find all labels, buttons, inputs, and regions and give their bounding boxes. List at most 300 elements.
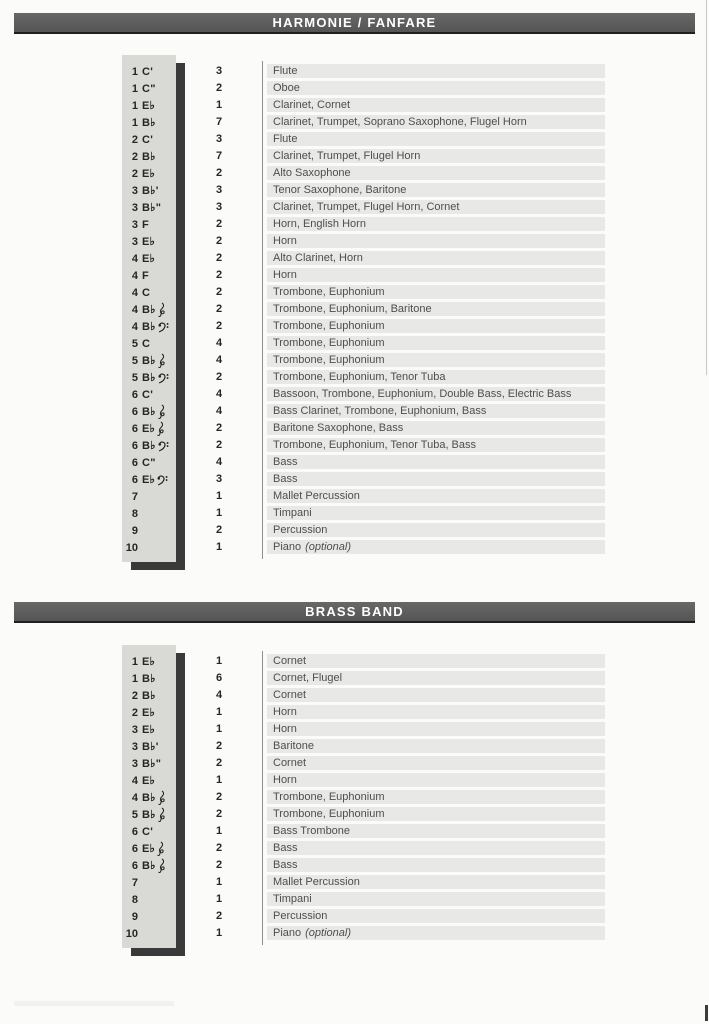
- part-number: 4: [131, 286, 138, 299]
- bass-clef-icon: [158, 371, 169, 384]
- part-count: 3: [215, 184, 223, 196]
- part-id-cell: [122, 97, 174, 114]
- part-number: 3: [131, 740, 138, 753]
- table-row: [0, 925, 709, 942]
- table-row: [0, 301, 709, 318]
- instrument-stripe: [267, 132, 605, 146]
- part-count: 1: [215, 490, 223, 502]
- instrument-names: Trombone, Euphonium, Tenor Tuba: [273, 371, 446, 383]
- instrument-names: Trombone, Euphonium: [273, 286, 385, 298]
- part-id-cell: [122, 63, 174, 80]
- part-id-cell: [122, 505, 174, 522]
- part-count: 1: [215, 927, 223, 939]
- part-number: 6: [131, 439, 138, 452]
- table-row: [0, 823, 709, 840]
- instrument-stripe: [267, 268, 605, 282]
- instrument-names: Timpani: [273, 507, 312, 519]
- part-number: 9: [131, 910, 138, 923]
- part-key: E♭: [142, 100, 156, 112]
- part-key: E♭: [142, 236, 156, 248]
- instrument-stripe: [267, 671, 605, 685]
- table-row: [0, 318, 709, 335]
- table-row: [0, 670, 709, 687]
- bass-clef-icon: [158, 320, 169, 333]
- instrument-stripe: [267, 234, 605, 248]
- instrument-stripe: [267, 387, 605, 401]
- part-key: B♭: [142, 372, 156, 384]
- part-number: 6: [131, 859, 138, 872]
- part-id-cell: [122, 301, 174, 318]
- part-count: 3: [215, 473, 223, 485]
- part-number: 4: [131, 269, 138, 282]
- instrument-stripe: [267, 166, 605, 180]
- instrument-stripe: [267, 149, 605, 163]
- instrument-names: Cornet: [273, 757, 307, 769]
- table-row: [0, 539, 709, 556]
- part-count: 4: [215, 405, 223, 417]
- part-number: 3: [131, 218, 138, 231]
- part-count: 2: [215, 235, 223, 247]
- instrument-stripe: [267, 319, 605, 333]
- instrument-names: Timpani: [273, 893, 312, 905]
- instrument-note: (optional): [305, 927, 351, 939]
- part-number: 10: [125, 541, 138, 554]
- table-row: [0, 653, 709, 670]
- part-key: F: [142, 269, 150, 282]
- instrument-names: Piano: [273, 927, 302, 939]
- instrument-stripe: [267, 790, 605, 804]
- part-number: 9: [131, 524, 138, 537]
- part-count: 1: [215, 655, 223, 667]
- part-number: 4: [131, 320, 138, 333]
- part-number: 3: [131, 201, 138, 214]
- instrument-note: (optional): [305, 541, 351, 553]
- part-count: 2: [215, 371, 223, 383]
- instrument-stripe: [267, 722, 605, 736]
- part-id-cell: [122, 216, 174, 233]
- part-number: 6: [131, 473, 138, 486]
- instrument-stripe: [267, 336, 605, 350]
- part-count: 2: [215, 842, 223, 854]
- instrument-stripe: [267, 81, 605, 95]
- instrument-names: Bass: [273, 456, 298, 468]
- instrument-stripe: [267, 506, 605, 520]
- part-id-cell: [122, 687, 174, 704]
- treble-clef-icon: [157, 421, 165, 437]
- instrument-stripe: [267, 926, 605, 940]
- part-id-cell: [122, 454, 174, 471]
- instrument-stripe: [267, 217, 605, 231]
- part-key: C: [142, 337, 151, 350]
- section-title-brass-band: [14, 602, 695, 623]
- part-count: 4: [215, 456, 223, 468]
- part-id-cell: [122, 925, 174, 942]
- part-number: 6: [131, 405, 138, 418]
- part-key: B♭: [142, 355, 156, 367]
- instrument-names: Horn: [273, 723, 297, 735]
- part-number: 4: [131, 791, 138, 804]
- table-row: [0, 721, 709, 738]
- instrument-names: Bass Trombone: [273, 825, 351, 837]
- part-key: B♭": [142, 758, 162, 770]
- part-key: E♭: [142, 724, 156, 736]
- part-key: E♭: [142, 775, 156, 787]
- instrument-stripe: [267, 200, 605, 214]
- part-count: 2: [215, 422, 223, 434]
- part-id-cell: [122, 891, 174, 908]
- part-id-cell: [122, 114, 174, 131]
- part-id-cell: [122, 420, 174, 437]
- part-count: 4: [215, 689, 223, 701]
- instrument-names: Trombone, Euphonium, Tenor Tuba, Bass: [273, 439, 477, 451]
- table-row: [0, 522, 709, 539]
- part-key: C': [142, 133, 154, 146]
- table-row: [0, 420, 709, 437]
- part-key: B♭: [142, 792, 156, 804]
- part-id-cell: [122, 165, 174, 182]
- part-id-cell: [122, 823, 174, 840]
- part-count: 2: [215, 252, 223, 264]
- table-row: [0, 250, 709, 267]
- part-count: 2: [215, 269, 223, 281]
- instrument-names: Clarinet, Trumpet, Soprano Saxophone, Flugel Horn: [273, 116, 527, 128]
- table-row: [0, 437, 709, 454]
- instrument-names: Trombone, Euphonium: [273, 808, 385, 820]
- part-key: B♭: [142, 440, 156, 452]
- part-number: 3: [131, 235, 138, 248]
- part-key: C": [142, 82, 156, 95]
- part-number: 4: [131, 252, 138, 265]
- treble-clef-icon: [157, 841, 165, 857]
- part-id-cell: [122, 80, 174, 97]
- part-key: E♭: [142, 168, 156, 180]
- instrument-names: Bass: [273, 842, 298, 854]
- instrument-stripe: [267, 455, 605, 469]
- part-number: 3: [131, 757, 138, 770]
- part-id-cell: [122, 539, 174, 556]
- part-number: 1: [131, 65, 138, 78]
- treble-clef-icon: [158, 858, 166, 874]
- part-number: 4: [131, 774, 138, 787]
- table-row: [0, 687, 709, 704]
- instrument-stripe: [267, 756, 605, 770]
- instrument-names: Baritone: [273, 740, 314, 752]
- part-key: B♭: [142, 304, 156, 316]
- instrument-names: Flute: [273, 65, 298, 77]
- instrument-stripe: [267, 773, 605, 787]
- part-count: 7: [215, 116, 223, 128]
- instrument-stripe: [267, 370, 605, 384]
- part-number: 1: [131, 99, 138, 112]
- part-count: 2: [215, 808, 223, 820]
- instrument-stripe: [267, 705, 605, 719]
- part-key: C': [142, 388, 154, 401]
- part-id-cell: [122, 386, 174, 403]
- treble-clef-icon: [158, 353, 166, 369]
- part-count: 2: [215, 82, 223, 94]
- instrument-names: Trombone, Euphonium: [273, 354, 385, 366]
- section-title-text: BRASS BAND: [305, 604, 404, 619]
- instrument-names: Trombone, Euphonium: [273, 791, 385, 803]
- instrument-names: Horn: [273, 269, 297, 281]
- part-count: 4: [215, 337, 223, 349]
- part-count: 4: [215, 388, 223, 400]
- treble-clef-icon: [158, 790, 166, 806]
- instrument-names: Cornet: [273, 655, 307, 667]
- table-rows: [0, 653, 709, 942]
- instrument-names: Cornet: [273, 689, 307, 701]
- part-number: 1: [131, 655, 138, 668]
- part-number: 1: [131, 672, 138, 685]
- instrument-stripe: [267, 807, 605, 821]
- table-row: [0, 704, 709, 721]
- part-number: 8: [131, 507, 138, 520]
- part-number: 7: [131, 490, 138, 503]
- instrument-names: Piano: [273, 541, 302, 553]
- part-id-cell: [122, 318, 174, 335]
- part-count: 3: [215, 65, 223, 77]
- part-key: B♭: [142, 117, 156, 129]
- table-row: [0, 199, 709, 216]
- part-number: 2: [131, 150, 138, 163]
- part-number: 2: [131, 706, 138, 719]
- table-row: [0, 789, 709, 806]
- part-key: E♭: [142, 474, 156, 486]
- table-row: [0, 182, 709, 199]
- part-number: 3: [131, 723, 138, 736]
- part-id-cell: [122, 857, 174, 874]
- part-key: E♭: [142, 253, 156, 265]
- part-count: 3: [215, 133, 223, 145]
- table-row: [0, 63, 709, 80]
- part-number: 6: [131, 422, 138, 435]
- part-id-cell: [122, 488, 174, 505]
- part-key: B♭: [142, 860, 156, 872]
- instrument-stripe: [267, 892, 605, 906]
- part-key: B♭: [142, 809, 156, 821]
- instrument-stripe: [267, 540, 605, 554]
- part-key: E♭: [142, 843, 156, 855]
- table-row: [0, 369, 709, 386]
- part-count: 2: [215, 757, 223, 769]
- instrument-stripe: [267, 841, 605, 855]
- table-row: [0, 755, 709, 772]
- instrument-stripe: [267, 64, 605, 78]
- part-count: 1: [215, 893, 223, 905]
- instrument-names: Baritone Saxophone, Bass: [273, 422, 404, 434]
- part-id-cell: [122, 738, 174, 755]
- part-count: 2: [215, 303, 223, 315]
- part-count: 1: [215, 876, 223, 888]
- table-row: [0, 131, 709, 148]
- section-title-text: HARMONIE / FANFARE: [272, 15, 437, 30]
- instrument-names: Bass: [273, 859, 298, 871]
- part-number: 5: [131, 337, 138, 350]
- instrument-stripe: [267, 251, 605, 265]
- part-key: C': [142, 825, 154, 838]
- instrument-stripe: [267, 739, 605, 753]
- part-number: 6: [131, 388, 138, 401]
- part-number: 10: [125, 927, 138, 940]
- part-count: 2: [215, 524, 223, 536]
- part-number: 6: [131, 825, 138, 838]
- table-row: [0, 165, 709, 182]
- instrument-stripe: [267, 183, 605, 197]
- instrument-stripe: [267, 824, 605, 838]
- instrument-names: Trombone, Euphonium, Baritone: [273, 303, 432, 315]
- part-id-cell: [122, 653, 174, 670]
- table-row: [0, 284, 709, 301]
- part-id-cell: [122, 182, 174, 199]
- instrument-names: Bass: [273, 473, 298, 485]
- part-key: B♭': [142, 185, 159, 197]
- instrument-names: Tenor Saxophone, Baritone: [273, 184, 407, 196]
- instrument-names: Clarinet, Trumpet, Flugel Horn, Cornet: [273, 201, 460, 213]
- treble-clef-icon: [158, 302, 166, 318]
- part-key: C': [142, 65, 154, 78]
- table-row: [0, 114, 709, 131]
- part-number: 5: [131, 371, 138, 384]
- part-count: 7: [215, 150, 223, 162]
- part-count: 1: [215, 541, 223, 553]
- treble-clef-icon: [158, 404, 166, 420]
- part-key: B♭: [142, 673, 156, 685]
- part-count: 2: [215, 218, 223, 230]
- part-number: 1: [131, 116, 138, 129]
- table-row: [0, 148, 709, 165]
- part-id-cell: [122, 721, 174, 738]
- instrument-names: Oboe: [273, 82, 300, 94]
- table-row: [0, 386, 709, 403]
- part-number: 2: [131, 167, 138, 180]
- part-key: E♭: [142, 423, 156, 435]
- part-count: 1: [215, 723, 223, 735]
- part-count: 1: [215, 706, 223, 718]
- part-number: 6: [131, 842, 138, 855]
- part-key: B♭: [142, 151, 156, 163]
- part-count: 1: [215, 774, 223, 786]
- part-key: B♭": [142, 202, 162, 214]
- part-key: C: [142, 286, 151, 299]
- instrument-stripe: [267, 489, 605, 503]
- part-id-cell: [122, 806, 174, 823]
- table-row: [0, 806, 709, 823]
- instrument-stripe: [267, 875, 605, 889]
- part-id-cell: [122, 148, 174, 165]
- part-id-cell: [122, 199, 174, 216]
- instrument-names: Horn: [273, 706, 297, 718]
- instrument-names: Alto Saxophone: [273, 167, 351, 179]
- part-count: 1: [215, 825, 223, 837]
- part-id-cell: [122, 840, 174, 857]
- part-key: F: [142, 218, 150, 231]
- instrument-names: Cornet, Flugel: [273, 672, 343, 684]
- part-key: B♭': [142, 741, 159, 753]
- instrument-names: Clarinet, Trumpet, Flugel Horn: [273, 150, 421, 162]
- part-key: E♭: [142, 656, 156, 668]
- part-number: 2: [131, 133, 138, 146]
- table-row: [0, 233, 709, 250]
- table-row: [0, 352, 709, 369]
- harmonie-fanfare-table: [0, 55, 709, 562]
- instrument-stripe: [267, 421, 605, 435]
- part-number: 1: [131, 82, 138, 95]
- part-id-cell: [122, 789, 174, 806]
- treble-clef-icon: [158, 807, 166, 823]
- instrument-names: Bassoon, Trombone, Euphonium, Double Bass, Electric Bass: [273, 388, 572, 400]
- part-id-cell: [122, 874, 174, 891]
- section-title-harmonie-fanfare: [14, 13, 695, 34]
- instrument-stripe: [267, 98, 605, 112]
- table-row: [0, 772, 709, 789]
- part-count: 2: [215, 439, 223, 451]
- instrument-stripe: [267, 353, 605, 367]
- table-row: [0, 908, 709, 925]
- part-id-cell: [122, 772, 174, 789]
- part-key: B♭: [142, 690, 156, 702]
- part-count: 2: [215, 286, 223, 298]
- table-row: [0, 335, 709, 352]
- part-number: 5: [131, 808, 138, 821]
- part-count: 1: [215, 507, 223, 519]
- part-id-cell: [122, 284, 174, 301]
- part-id-cell: [122, 755, 174, 772]
- instrument-names: Alto Clarinet, Horn: [273, 252, 363, 264]
- instrument-stripe: [267, 472, 605, 486]
- part-number: 8: [131, 893, 138, 906]
- instrument-names: Trombone, Euphonium: [273, 337, 385, 349]
- table-row: [0, 403, 709, 420]
- table-row: [0, 216, 709, 233]
- table-row: [0, 267, 709, 284]
- instrument-stripe: [267, 404, 605, 418]
- part-id-cell: [122, 908, 174, 925]
- instrument-stripe: [267, 523, 605, 537]
- part-count: 2: [215, 167, 223, 179]
- table-row: [0, 97, 709, 114]
- part-number: 4: [131, 303, 138, 316]
- part-count: 2: [215, 910, 223, 922]
- table-row: [0, 891, 709, 908]
- instrument-names: Mallet Percussion: [273, 876, 360, 888]
- instrument-names: Trombone, Euphonium: [273, 320, 385, 332]
- bass-clef-icon: [158, 439, 169, 452]
- page-edge-mark: [705, 1005, 708, 1021]
- table-row: [0, 471, 709, 488]
- instrument-names: Clarinet, Cornet: [273, 99, 351, 111]
- part-id-cell: [122, 335, 174, 352]
- part-key: E♭: [142, 707, 156, 719]
- instrument-names: Horn: [273, 235, 297, 247]
- part-count: 2: [215, 791, 223, 803]
- instrument-names: Mallet Percussion: [273, 490, 360, 502]
- part-id-cell: [122, 670, 174, 687]
- instrument-stripe: [267, 858, 605, 872]
- instrument-names: Horn: [273, 774, 297, 786]
- part-id-cell: [122, 131, 174, 148]
- brass-band-table: [0, 645, 709, 948]
- instrument-stripe: [267, 909, 605, 923]
- instrument-names: Horn, English Horn: [273, 218, 366, 230]
- table-row: [0, 505, 709, 522]
- part-key: C": [142, 456, 156, 469]
- instrument-stripe: [267, 688, 605, 702]
- part-id-cell: [122, 403, 174, 420]
- part-id-cell: [122, 704, 174, 721]
- scan-smudge: [14, 1001, 174, 1006]
- instrument-names: Bass Clarinet, Trombone, Euphonium, Bass: [273, 405, 487, 417]
- table-row: [0, 454, 709, 471]
